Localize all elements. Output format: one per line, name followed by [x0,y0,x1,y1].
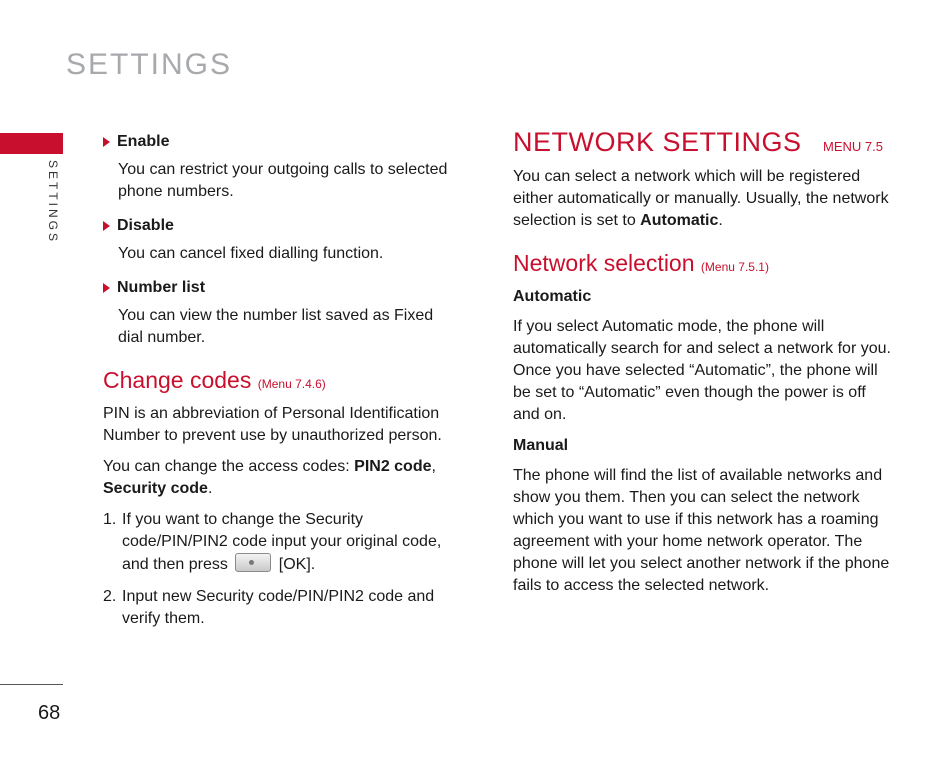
bold-run: Security code [103,480,208,497]
section-tab-marker [0,133,63,154]
bullet-number-list [103,277,458,299]
change-codes-heading [103,369,458,395]
page-number: 68 [38,702,61,724]
text-run: If you want to change the Security code/PIN/PIN2 code input your original code, and then press [122,511,442,573]
text-run: You can select a network which will be registered either automatically or manually. Usually, the network selection is set to [513,168,889,229]
text-run: You can change the access codes: [103,458,355,475]
left-column [103,131,458,640]
paragraph [103,456,458,500]
bullet-text: You can view the number list saved as Fixed dial number. [118,307,434,346]
heading-text: Network selection [513,250,695,276]
right-column [513,127,893,606]
triangle-right-icon [103,283,110,293]
bullet-title: Disable [117,217,174,234]
bullet-enable [103,131,458,153]
network-settings-heading [513,127,893,158]
ok-softkey-icon [235,553,271,572]
triangle-right-icon [103,137,110,147]
text-run: , [431,458,436,475]
manual-label: Manual [513,437,569,454]
network-selection-heading [513,252,893,278]
bullet-disable [103,215,458,237]
text-run: . [718,212,723,229]
menu-reference: (Menu 7.5.1) [700,260,769,274]
list-number: 2. [103,588,117,605]
footer-divider [0,684,63,685]
bold-run: PIN2 code [354,458,432,475]
triangle-right-icon [103,221,110,231]
side-section-label: SETTINGS [46,160,60,245]
paragraph: The phone will find the list of available networks and show you them. Then you can select the network which you want to use if this network has a roaming agreement with your home network operator. The phone will let you select another network if the phone fails to access the selected network. [513,467,890,594]
bullet-text: You can cancel fixed dialling function. [118,245,384,262]
list-text: Input new Security code/PIN/PIN2 code and verify them. [122,588,435,627]
list-item [103,586,458,630]
bullet-title: Enable [117,133,170,150]
automatic-label: Automatic [513,288,592,305]
list-item [103,509,458,576]
heading-text: Change codes [103,367,252,393]
text-run: . [207,480,213,497]
bullet-title: Number list [117,279,206,296]
menu-reference: MENU 7.5 [823,139,883,154]
paragraph [513,166,893,232]
list-text [122,509,458,576]
text-run: [OK]. [278,556,316,573]
paragraph: PIN is an abbreviation of Personal Identification Number to prevent use by unauthorized person. [103,405,442,444]
heading-text: NETWORK SETTINGS [513,127,802,157]
bold-run: Automatic [640,212,719,229]
list-number: 1. [103,511,117,528]
page-header-title: SETTINGS [66,48,233,81]
paragraph: If you select Automatic mode, the phone will automatically search for and select a network for you. Once you have selected “Automatic”, the phone will be set to “Automatic” even though the power is off and on. [513,318,891,423]
menu-reference: (Menu 7.4.6) [257,377,326,391]
bullet-text: You can restrict your outgoing calls to selected phone numbers. [118,161,448,200]
